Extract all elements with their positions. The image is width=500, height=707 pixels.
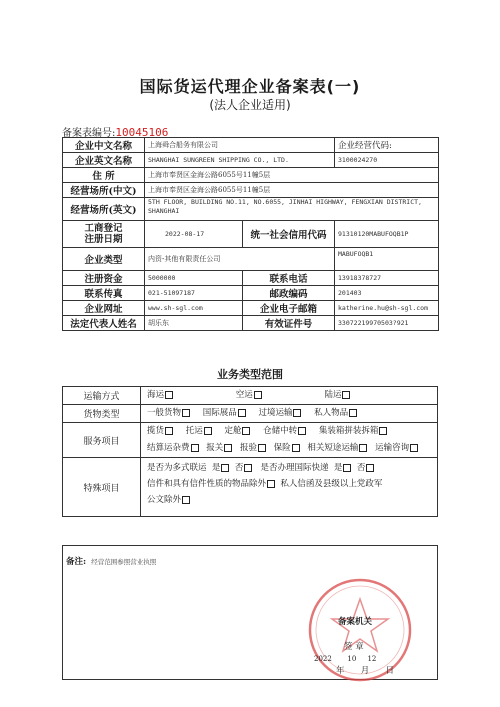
cn-name-value: 上海舜合船务有限公司 (145, 138, 335, 153)
fax-label: 联系传真 (63, 286, 145, 301)
id-label: 有效证件号 (243, 316, 335, 331)
record-number-value: 10045106 (115, 126, 169, 139)
reg-label-line-2: 注册日期 (84, 234, 123, 245)
special-options (141, 458, 438, 517)
special-row-2: 信件和具有信件性质的物品除外 私人信函及县级以上党政军 (147, 479, 383, 489)
web-label: 企业网址 (63, 301, 145, 316)
code-label: 企业经营代码: (335, 138, 439, 153)
services-row-2: 结算运杂费 报关 报验 保险 相关短途运输 运输咨询 (147, 440, 434, 457)
option-air: 空运 (236, 390, 262, 400)
type-label: 企业类型 (63, 248, 145, 271)
transport-label: 运输方式 (63, 387, 141, 405)
business-scope-table (62, 386, 438, 517)
address-value: 上海市奉贤区金海公路6055号11幢5层 (145, 168, 439, 183)
phone-value: 13918378727 (335, 271, 439, 286)
land-checkbox (342, 391, 350, 399)
biz-en-line-2: SHANGHAI (148, 207, 180, 215)
reg-label-line-1: 工商登记 (84, 223, 123, 234)
scope-section-title: 业务类型范围 (217, 368, 283, 381)
air-checkbox (254, 391, 262, 399)
document-title: 国际货运代理企业备案表(一) (139, 77, 361, 96)
web-value: www.sh-sgl.com (145, 301, 243, 316)
goods-label: 货物类型 (63, 405, 141, 423)
address-label: 住 所 (63, 168, 145, 183)
email-value: katherine.hu@sh-sgl.com (335, 301, 439, 316)
biz-cn-label: 经营场所(中文) (63, 183, 145, 198)
remark-label: 备注: (66, 557, 87, 567)
option-transit: 过境运输 (258, 408, 301, 418)
capital-label: 注册资金 (63, 271, 145, 286)
option-land: 陆运 (324, 390, 350, 400)
id-value: 33072219970503?921 (335, 316, 439, 331)
document-subtitle: (法人企业适用) (209, 98, 291, 112)
record-number-label: 备案表编号: (62, 128, 116, 139)
rep-value: 胡乐东 (145, 316, 243, 331)
biz-en-line-1: 5TH FLOOR, BUILDING NO.11, NO.6055, JINHAI HIGHWAY, FENGXIAN DISTRICT, (148, 198, 422, 206)
goods-options (141, 405, 438, 423)
zip-label: 邮政编码 (243, 286, 335, 301)
sea-checkbox (165, 391, 173, 399)
credit-code-label: 统一社会信用代码 (243, 221, 335, 248)
special-row-3: 公文除外 (147, 492, 434, 508)
services-row-1: 揽货 托运 定舱 仓储中转 集装箱拼装拆箱 (147, 423, 434, 440)
rep-label: 法定代表人姓名 (63, 316, 145, 331)
reg-date-value: 2022-08-17 (145, 221, 243, 248)
option-general-goods: 一般货物 (147, 408, 190, 418)
option-personal: 私人物品 (314, 408, 357, 418)
seal-date-numbers: 2022 10 12 (314, 655, 377, 663)
capital-value: 5000000 (145, 271, 243, 286)
biz-en-label: 经营场所(英文) (63, 198, 145, 221)
option-exhibits: 国际展品 (203, 408, 246, 418)
special-row-1: 是否为多式联运 是 否 是否办理国际快递 是 否 (147, 460, 434, 476)
phone-label: 联系电话 (243, 271, 335, 286)
services-options (141, 423, 438, 458)
seal-office-label: 备案机关 (338, 617, 373, 627)
services-label: 服务项目 (63, 423, 141, 458)
option-sea: 海运 (147, 390, 173, 400)
zip-value: 201403 (335, 286, 439, 301)
credit-code-value: 91310120MABUFOQB1P (335, 221, 439, 248)
type-value: 内资-其他有限责任公司 (145, 248, 335, 271)
type-extra-value: MABUFOQB1 (335, 248, 439, 271)
fax-value: 021-51097187 (145, 286, 243, 301)
biz-cn-value: 上海市奉贤区金海公路6055号11幢5层 (145, 183, 439, 198)
enterprise-info-table (62, 137, 439, 331)
seal-date-chars: 年 月 日 (336, 666, 394, 676)
seal-sign-label: 签 章 (344, 642, 364, 652)
special-label: 特殊项目 (63, 458, 141, 517)
cn-name-label: 企业中文名称 (63, 138, 145, 153)
en-name-label: 企业英文名称 (63, 153, 145, 168)
reg-label (63, 221, 145, 248)
email-label: 企业电子邮箱 (243, 301, 335, 316)
code-value: 3100024270 (335, 153, 439, 168)
biz-en-value (145, 198, 439, 221)
en-name-value: SHANGHAI SUNGREEN SHIPPING CO., LTD. (145, 153, 335, 168)
remark-value: 经营范围参照营业执照 (91, 558, 157, 566)
transport-options (141, 387, 438, 405)
